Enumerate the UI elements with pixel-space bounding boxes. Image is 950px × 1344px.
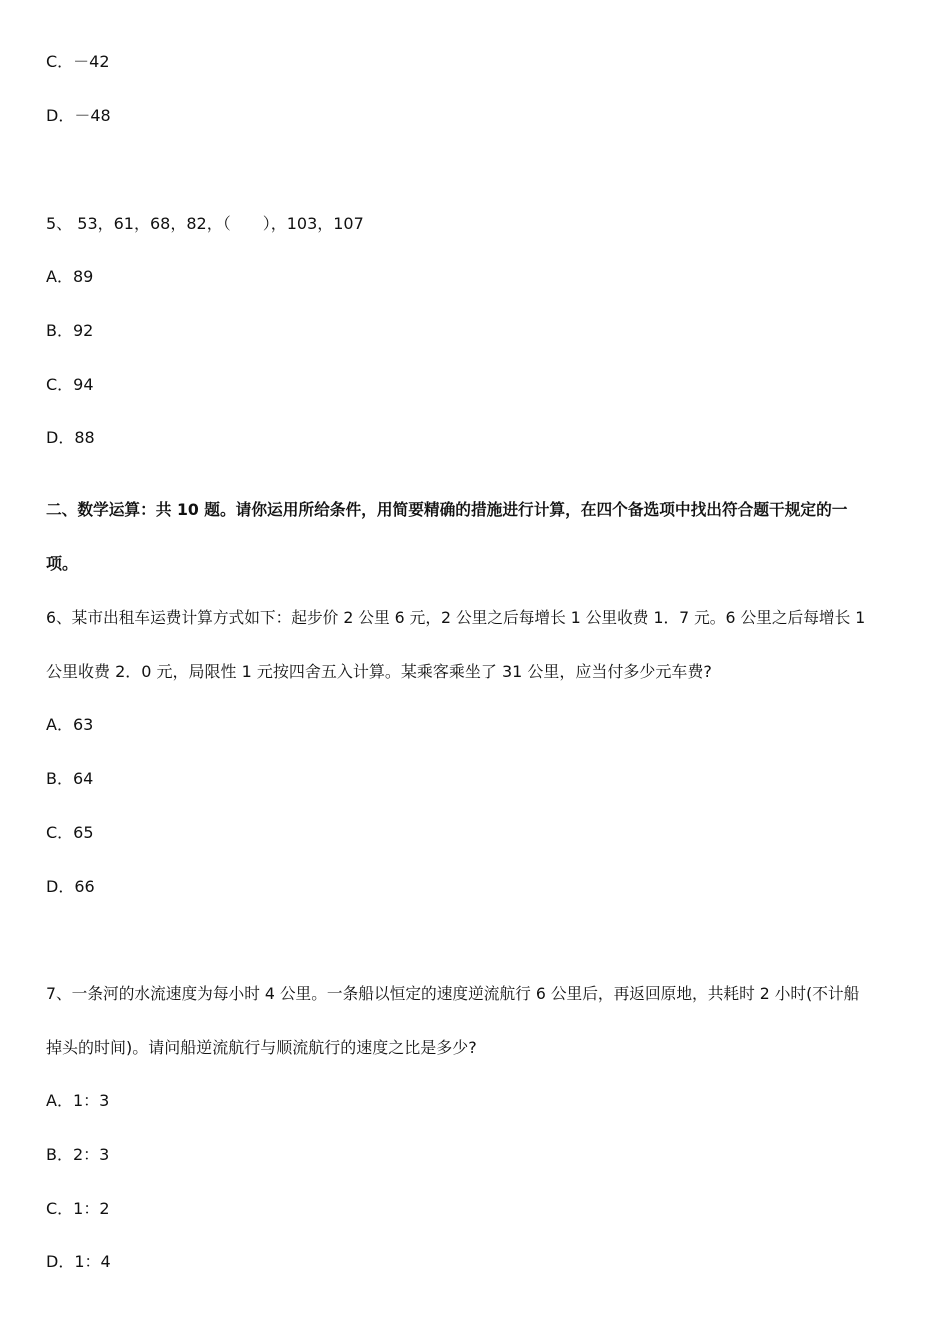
q7-option-b: B．2：3 xyxy=(46,1145,110,1164)
q7-option-a: A．1：3 xyxy=(46,1091,110,1110)
q7-stem: 7、一条河的水流速度为每小时 4 公里。一条船以恒定的速度逆流航行 6 公里后，再返回原地，共耗时 2 小时(不计船 xyxy=(46,984,860,1003)
q6-stem-cont: 公里收费 2．0 元，局限性 1 元按四舍五入计算。某乘客乘坐了 31 公里，应当付多少元车费? xyxy=(46,662,712,681)
q7-option-d: D．1：4 xyxy=(46,1252,111,1271)
q5-stem: 5、 53，61，68，82，（ ），103，107 xyxy=(46,214,364,233)
q6-option-b: B．64 xyxy=(46,769,94,788)
q4-option-d: D．－48 xyxy=(46,106,111,125)
q6-option-a: A．63 xyxy=(46,715,94,734)
q5-option-b: B．92 xyxy=(46,321,94,340)
q4-option-c: C．－42 xyxy=(46,52,110,71)
q7-stem-cont: 掉头的时间)。请问船逆流航行与顺流航行的速度之比是多少? xyxy=(46,1038,477,1057)
q5-option-c: C．94 xyxy=(46,375,94,394)
q6-option-d: D．66 xyxy=(46,877,95,896)
q7-option-c: C．1：2 xyxy=(46,1199,110,1218)
q6-option-c: C．65 xyxy=(46,823,94,842)
section2-heading: 二、数学运算：共 10 题。请你运用所给条件，用简要精确的措施进行计算，在四个备选项中找出符合题干规定的一 xyxy=(46,500,848,519)
section2-heading-cont: 项。 xyxy=(46,554,79,573)
q5-option-a: A．89 xyxy=(46,267,94,286)
q5-option-d: D．88 xyxy=(46,428,95,447)
q6-stem: 6、某市出租车运费计算方式如下：起步价 2 公里 6 元，2 公里之后每增长 1 公里收费 1．7 元。6 公里之后每增长 1 xyxy=(46,608,866,627)
